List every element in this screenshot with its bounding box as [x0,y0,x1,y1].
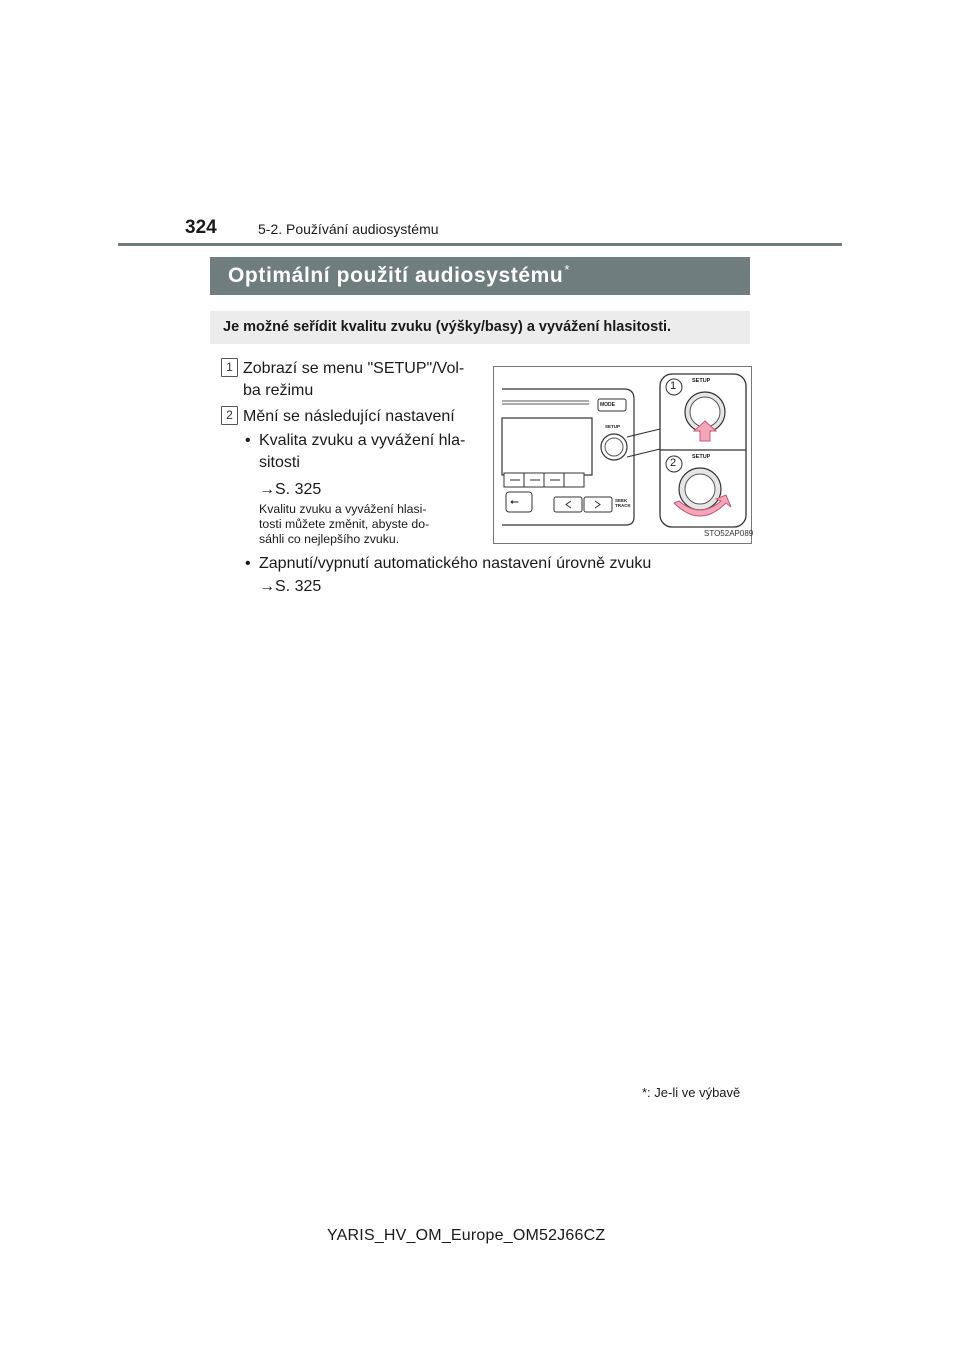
callout-1: 1 [670,380,677,392]
bullet-2-line-1: Zapnutí/vypnutí automatického nastavení úrovně zvuku [259,555,652,572]
audio-unit-drawing [494,367,754,543]
footnote: *: Je-li ve výbavě [642,1085,741,1100]
callout-2: 2 [670,457,677,469]
document-code: YARIS_HV_OM_Europe_OM52J66CZ [327,1227,606,1244]
availability-mark: * [564,262,571,277]
section-title [228,264,570,288]
page-number: 324 [185,217,217,238]
track-label: TRACK [615,503,631,508]
bullet-2-text [259,553,719,598]
note-line-1: Kvalitu zvuku a vyvážení hlasi- [259,502,427,516]
note-line-2: tosti můžete změnit, abyste do- [259,517,430,531]
usb-icon: ⭠ [510,496,519,508]
section-title-bar [210,257,750,295]
step-1-line-2: ba režimu [243,382,314,399]
bullet-dot-1: • [245,432,251,449]
bullet-dot-2: • [245,555,251,572]
bullet-1-line-1: Kvalita zvuku a vyvážení hla- [259,432,466,449]
note-text [259,502,475,547]
mode-button-label: MODE [600,402,615,408]
intro-text: Je možné seřídit kvalitu zvuku (výšky/basy) a vyvážení hlasitosti. [223,319,672,335]
step-number-2: 2 [221,406,238,425]
figure-id: STO52AP089 [704,529,754,538]
zoom-setup-label-2: SETUP [692,454,711,460]
step-1-line-1: Zobrazí se menu "SETUP"/Vol- [243,360,465,377]
step-number-1: 1 [221,358,238,377]
seek-track-label [615,498,631,508]
setup-knob-label: SETUP [605,424,621,429]
bullet-1-line-2: sitosti [259,454,300,471]
step-2-text: Mění se následující nastavení [243,408,455,425]
header-divider [118,243,842,246]
audio-unit-illustration [493,366,752,544]
bullet-1-text [259,430,475,501]
section-reference: 5-2. Používání audiosystému [258,221,439,237]
seek-label: SEEK [615,498,628,503]
note-line-3: sáhli co nejlepšího zvuku. [259,532,400,546]
section-title-text: Optimální použití audiosystému [228,264,564,287]
zoom-setup-label-1: SETUP [692,378,711,384]
bullet-1-ref: →S. 325 [259,481,322,498]
step-1-text [243,358,475,402]
bullet-2-ref: →S. 325 [259,578,322,595]
intro-box [210,311,750,344]
